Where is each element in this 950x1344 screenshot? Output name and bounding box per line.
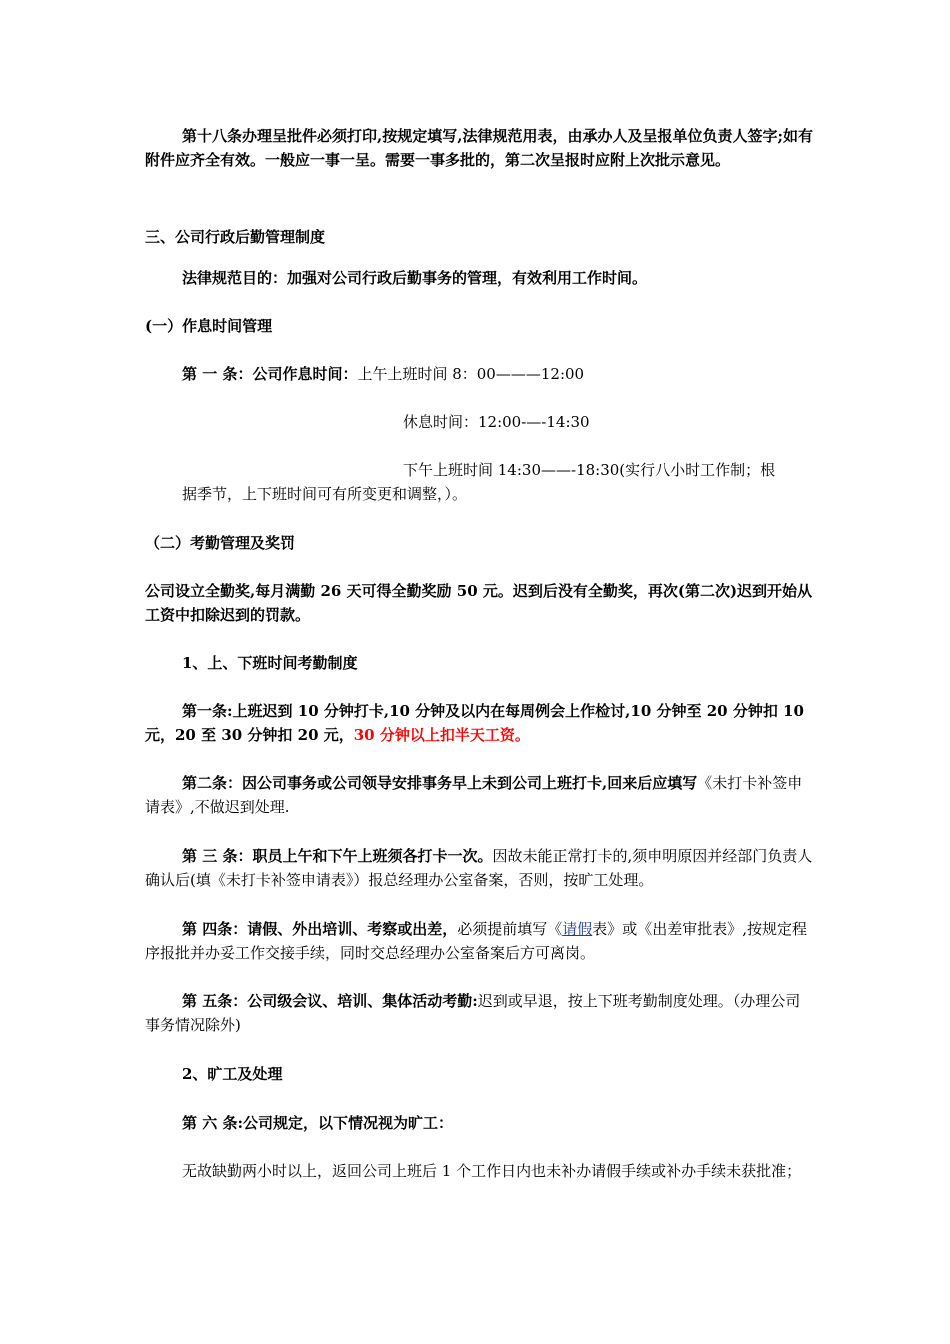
- article-1-paragraph: [145, 362, 813, 386]
- clause-4-paragraph: [145, 917, 813, 965]
- subsection-2-heading: （二）考勤管理及奖罚: [145, 534, 296, 552]
- clause-3-text: 因故未能正常打卡的,须申明原因并经部门负责人确认后(填《未打卡补签申请表》）报总经理办公室备案，否则，按旷工处理。: [145, 847, 813, 889]
- heading-attendance-rules: 1、上、下班时间考勤制度: [182, 654, 358, 672]
- clause-6-heading: 第 六 条:公司规定，以下情况视为旷工：: [182, 1114, 453, 1132]
- clause-1-text: 第一条:上班迟到 10 分钟打卡,10 分钟及以内在每周例会上作检讨,10 分钟至 20 分钟扣 10 元，20 至 30 分钟扣 20 元，: [145, 702, 804, 744]
- purpose-paragraph: 法律规范目的：加强对公司行政后勤事务的管理，有效利用工作时间。: [182, 269, 648, 287]
- clause-2-paragraph: [145, 771, 813, 819]
- article-1-text: 上午上班时间 8：00———12:00: [357, 365, 585, 383]
- afternoon-time-continuation: 据季节，上下班时间可有所变更和调整，）。: [182, 485, 468, 503]
- clause-3-paragraph: [145, 844, 813, 892]
- clause-1-red-penalty: 30 分钟以上扣半天工资。: [353, 726, 530, 744]
- clause-5-text: 迟到或早退，按上下班考勤制度处理。（办理公司事务情况除外): [145, 992, 801, 1034]
- article-18-paragraph: 第十八条办理呈批件必须打印,按规定填写,法律规范用表，由承办人及呈报单位负责人签字;如有附件应齐全有效。一般应一事一呈。需要一事多批的，第二次呈报时应附上次批示意见。: [145, 127, 813, 169]
- leave-form-link[interactable]: 请假: [562, 920, 593, 938]
- heading-absenteeism: 2、旷工及处理: [182, 1065, 283, 1083]
- clause-5-bold-text: 第 五条：公司级会议、培训、集体活动考勤:: [182, 992, 478, 1010]
- clause-2-bold-text: 第二条：因公司事务或公司领导安排事务早上未到公司上班打卡,回来后应填写: [182, 774, 698, 792]
- clause-2-text: 《未打卡补签申请表》,不做迟到处理.: [145, 774, 803, 816]
- article-1-label: 第 一 条：公司作息时间：: [182, 365, 358, 383]
- rest-time-line: 休息时间：12:00-—-14:30: [403, 413, 590, 431]
- clause-4-bold-text: 第 四条：请假、外出培训、考察或出差，: [182, 920, 458, 938]
- full-attendance-award-paragraph: 公司设立全勤奖,每月满勤 26 天可得全勤奖励 50 元。迟到后没有全勤奖，再次(第二次)迟到开始从工资中扣除迟到的罚款。: [145, 582, 813, 624]
- clause-1-paragraph: [145, 699, 813, 747]
- afternoon-time-line: 下午上班时间 14:30——-18:30(实行八小时工作制；根: [403, 461, 776, 479]
- section-3-heading: 三、公司行政后勤管理制度: [145, 228, 326, 246]
- clause-6-item-1: 无故缺勤两小时以上，返回公司上班后 1 个工作日内也未补办请假手续或补办手续未获批准；: [182, 1162, 802, 1180]
- clause-3-bold-text: 第 三 条：职员上午和下午上班须各打卡一次。: [182, 847, 493, 865]
- subsection-1-heading: (一）作息时间管理: [145, 317, 273, 335]
- clause-5-paragraph: [145, 989, 813, 1037]
- clause-4-text-a: 必须提前填写《: [457, 920, 563, 938]
- clause-4-text-b: 表》或《出差审批表》,按规定程序报批并办妥工作交接手续，同时交总经理办公室备案后方可离岗。: [145, 920, 808, 962]
